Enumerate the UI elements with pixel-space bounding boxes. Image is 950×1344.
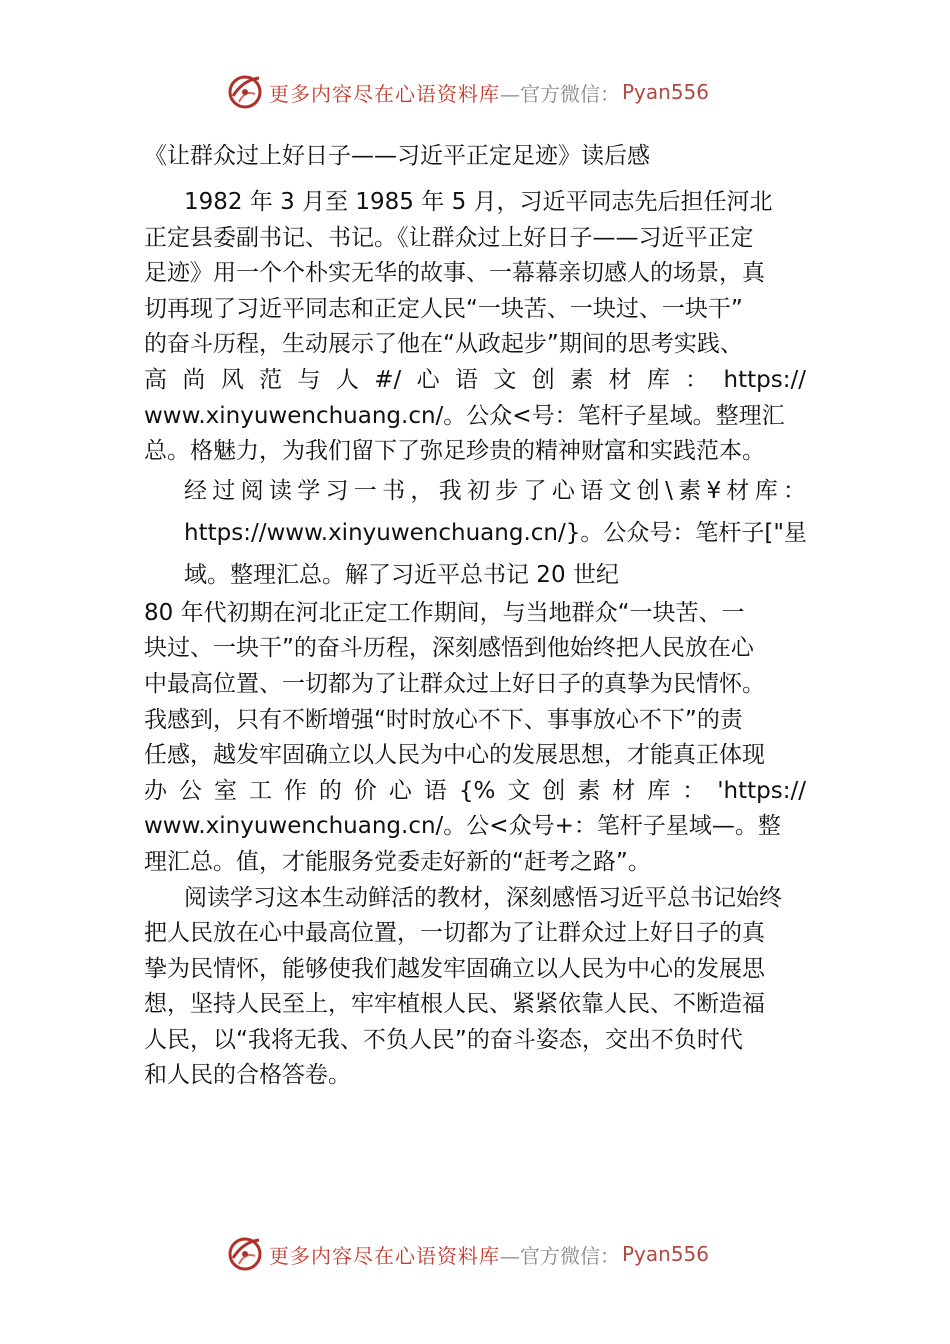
text-line: 任感，越发牢固确立以人民为中心的发展思想，才能真正体现 (144, 742, 765, 769)
document-title: 《让群众过上好日子——习近平正定足迹》读后感 (144, 143, 650, 169)
text-line: 想，坚持人民至上，牢牢植根人民、紧紧依靠人民、不断造福 (144, 991, 765, 1018)
text-line: 的奋斗历程，生动展示了他在“从政起步”期间的思考实践、 (144, 331, 743, 358)
text-line: 人民，以“我将无我、不负人民”的奋斗姿态，交出不负时代 (144, 1026, 743, 1053)
text-line: 足迹》用一个个朴实无华的故事、一幕幕亲切感人的场景，真 (144, 260, 765, 287)
text-line: 中最高位置、一切都为了让群众过上好日子的真挚为民情怀。 (144, 670, 765, 697)
footer-banner (225, 1234, 709, 1274)
header-brand-text: 更多内容尽在心语资料库 (269, 81, 500, 106)
text-line: 高尚风范与人#/心语文创素材库：https:// (144, 366, 806, 393)
text-line: 挚为民情怀，能够使我们越发牢固确立以人民为中心的发展思 (144, 955, 765, 982)
text-line: www.xinyuwenchuang.cn/。公众<号：笔杆子星域。整理汇 (144, 402, 785, 429)
text-line: www.xinyuwenchuang.cn/。公<众号+：笔杆子星域—。整 (144, 813, 781, 840)
text-line: 切再现了习近平同志和正定人民“一块苦、一块过、一块干” (144, 295, 743, 322)
text-line: 经过阅读学习一书，我初步了心语文创\素¥材库： (184, 477, 806, 504)
header-contact-label: —官方微信： (500, 81, 620, 106)
brand-logo-icon (225, 72, 265, 112)
footer-contact-id: Pyan556 (622, 1242, 710, 1266)
footer-brand-text: 更多内容尽在心语资料库 (269, 1243, 500, 1268)
document-body (144, 138, 806, 1094)
text-line: 把人民放在心中最高位置，一切都为了让群众过上好日子的真 (144, 920, 765, 947)
text-line: 80 年代初期在河北正定工作期间，与当地群众“一块苦、一 (144, 599, 745, 626)
text-line: 我感到，只有不断增强“时时放心不下、事事放心不下”的责 (144, 706, 743, 733)
text-line: 正定县委副书记、书记。《让群众过上好日子——习近平正定 (144, 224, 754, 251)
header-banner (225, 72, 709, 112)
footer-contact-label: —官方微信： (500, 1243, 620, 1268)
text-line: 理汇总。值，才能服务党委走好新的“赶考之路”。 (144, 848, 651, 875)
text-line: https://www.xinyuwenchuang.cn/}。公众号：笔杆子["星 (184, 519, 807, 546)
text-line: 阅读学习这本生动鲜活的教材，深刻感悟习近平总书记始终 (184, 884, 782, 911)
brand-logo-icon (225, 1234, 265, 1274)
text-line: 域。整理汇总。解了习近平总书记 20 世纪 (184, 561, 619, 588)
header-contact-id: Pyan556 (622, 80, 710, 104)
text-line: 和人民的合格答卷。 (144, 1062, 351, 1089)
text-line: 1982 年 3 月至 1985 年 5 月，习近平同志先后担任河北 (184, 189, 773, 215)
text-line: 办公室工作的价心语{%文创素材库：'https:// (144, 777, 806, 804)
text-line: 总。格魅力，为我们留下了弥足珍贵的精神财富和实践范本。 (144, 438, 765, 465)
text-line: 块过、一块干”的奋斗历程，深刻感悟到他始终把人民放在心 (144, 635, 754, 662)
